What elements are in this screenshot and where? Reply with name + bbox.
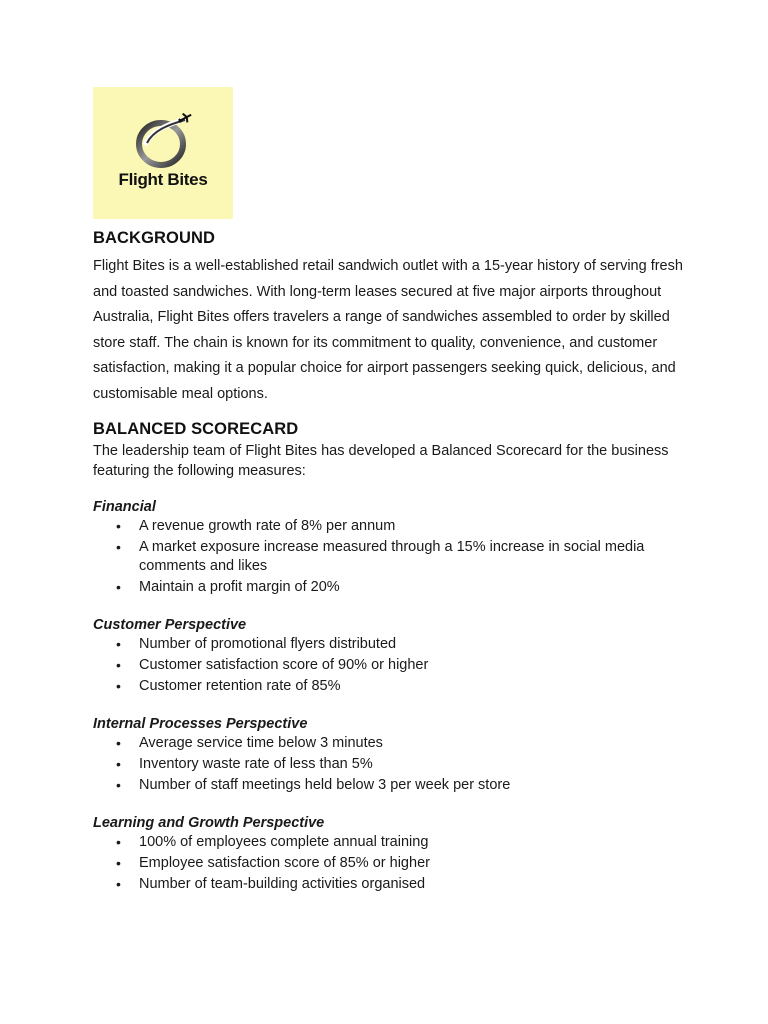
list-item: • Customer satisfaction score of 90% or higher (139, 656, 683, 675)
background-heading: BACKGROUND (93, 229, 215, 247)
list-item: • Employee satisfaction score of 85% or higher (139, 854, 683, 873)
scorecard-intro: The leadership team of Flight Bites has developed a Balanced Scorecard for the business featuring the following measures: (93, 442, 669, 479)
list-item: • Inventory waste rate of less than 5% (139, 755, 683, 774)
list-item: • Maintain a profit margin of 20% (139, 578, 683, 597)
section-title: Financial (93, 498, 156, 515)
section-title: Internal Processes Perspective (93, 715, 308, 732)
measure-list (93, 833, 683, 894)
document-page (93, 87, 683, 912)
background-paragraph: Flight Bites is a well-established retail sandwich outlet with a 15-year history of serving fresh and toasted sandwiches. With long-term leases secured at five major airports throughout Australia, Flight Bites offers travelers a range of sandwiches assembled to order by skilled store staff. The chain is known for its commitment to quality, convenience, and customer satisfaction, making it a popular choice for airport passengers seeking quick, delicious, and customisable meal options. (93, 258, 683, 402)
list-item: • 100% of employees complete annual training (139, 833, 683, 852)
section-learning-growth (93, 813, 683, 894)
list-item: • Customer retention rate of 85% (139, 677, 683, 696)
list-item: • A revenue growth rate of 8% per annum (139, 517, 683, 536)
logo-text: Flight Bites (118, 170, 208, 189)
flight-bites-logo (93, 87, 233, 219)
section-title: Customer Perspective (93, 616, 247, 633)
measure-list (93, 734, 683, 795)
list-item: • Number of staff meetings held below 3 per week per store (139, 776, 683, 795)
list-item: • Number of team-building activities organised (139, 875, 683, 894)
list-item: • Average service time below 3 minutes (139, 734, 683, 753)
section-title: Learning and Growth Perspective (93, 814, 325, 831)
section-customer (93, 615, 683, 696)
measure-list (93, 517, 683, 597)
scorecard-heading: BALANCED SCORECARD (93, 419, 299, 438)
airplane-swoosh-icon (93, 87, 233, 219)
section-internal-processes (93, 714, 683, 795)
section-financial (93, 497, 683, 597)
list-item: • A market exposure increase measured through a 15% increase in social media comments and likes (139, 538, 683, 576)
measure-list (93, 635, 683, 696)
list-item: • Number of promotional flyers distributed (139, 635, 683, 654)
